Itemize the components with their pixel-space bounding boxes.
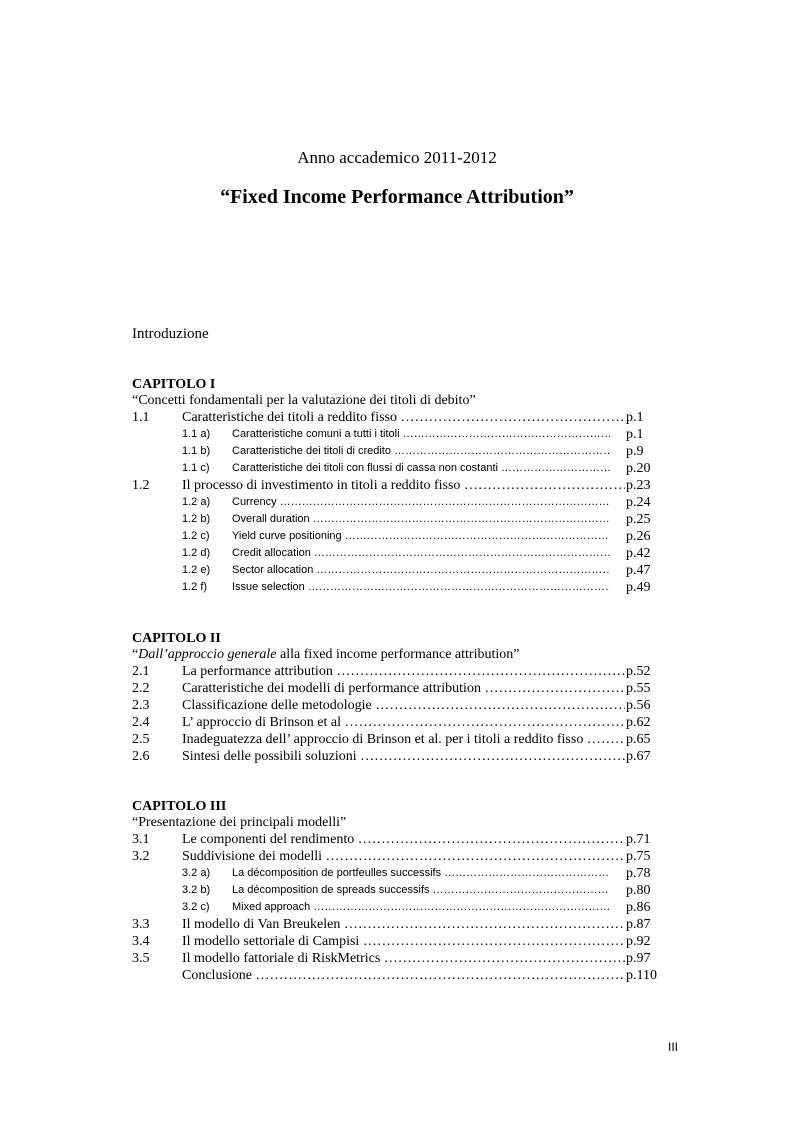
chapter-subtitle-text: “Concetti fondamentali per la valutazione dei titoli di debito” bbox=[132, 393, 476, 408]
chapter-subtitle bbox=[132, 814, 662, 831]
toc-entry bbox=[132, 916, 662, 933]
toc-entry-page: p.78 bbox=[626, 866, 651, 881]
toc-entry-title: Credit allocation ……………………………………………………………………………………………………………………………………………… bbox=[232, 545, 610, 562]
toc-entry-title: Currency ……………………………………………………………………………………………………………………………………………… bbox=[232, 494, 610, 511]
toc-entry-title: Caratteristiche dei titoli di credito ……………………………………………………………………………………………………………………………………………… bbox=[232, 443, 610, 460]
toc-entry bbox=[132, 426, 662, 443]
toc-entry bbox=[132, 477, 662, 494]
toc-entry bbox=[132, 899, 662, 916]
toc-entry bbox=[132, 460, 662, 477]
toc-entry-page: p.23 bbox=[626, 478, 651, 493]
toc-entry-number: 1.2 a) bbox=[182, 496, 211, 508]
toc-entry-title: Caratteristiche dei titoli a reddito fisso ……………………………………………………………………………………………………………………………………………… bbox=[182, 409, 625, 426]
toc-entry-title: Mixed approach ……………………………………………………………………………………………………………………………………………… bbox=[232, 899, 610, 916]
toc-entry-page: p.52 bbox=[626, 664, 651, 679]
chapter-subtitle-italic: Dall’approccio generale bbox=[138, 647, 277, 662]
toc-entry-title: Inadeguatezza dell’ approccio di Brinson et al. per i titoli a reddito fisso ……………………………………………………………………………………………………………………………………………… bbox=[182, 731, 625, 748]
toc-entry-title: Conclusione ……………………………………………………………………………………………………………………………………………… bbox=[182, 967, 625, 984]
toc-entry-title: Yield curve positioning ……………………………………………………………………………………………………………………………………………… bbox=[232, 528, 610, 545]
toc-entry-page: p.80 bbox=[626, 883, 651, 898]
chapter-heading: CAPITOLO III bbox=[132, 799, 227, 814]
toc-entry-number: 2.1 bbox=[132, 664, 150, 679]
toc-entry-number: 1.2 e) bbox=[182, 564, 211, 576]
toc-entry-number: 3.4 bbox=[132, 934, 150, 949]
toc-entry-number: 1.1 bbox=[132, 410, 150, 425]
toc-entry-number: 1.1 a) bbox=[182, 428, 211, 440]
toc-entry-number: 2.2 bbox=[132, 681, 150, 696]
toc-entry-title: Caratteristiche dei modelli di performance attribution ……………………………………………………………………………………………………………………………………………… bbox=[182, 680, 625, 697]
chapter-subtitle-rest: alla fixed income performance attribution” bbox=[276, 647, 520, 662]
toc-entry bbox=[132, 579, 662, 596]
toc-entry-number: 3.2 a) bbox=[182, 867, 211, 879]
chapter-subtitle bbox=[132, 392, 662, 409]
toc-entry-page: p.56 bbox=[626, 698, 651, 713]
toc-entry bbox=[132, 831, 662, 848]
chapter-heading: CAPITOLO I bbox=[132, 377, 216, 392]
toc-entry-number: 3.2 c) bbox=[182, 901, 210, 913]
toc-entry-number: 1.2 bbox=[132, 478, 150, 493]
toc-entry-title: L’ approccio di Brinson et al ……………………………………………………………………………………………………………………………………………… bbox=[182, 714, 625, 731]
toc-entry bbox=[132, 882, 662, 899]
toc-entry-number: 3.3 bbox=[132, 917, 150, 932]
toc-entry-number: 2.3 bbox=[132, 698, 150, 713]
toc-entry-page: p.49 bbox=[626, 580, 651, 595]
toc-entry-number: 1.2 c) bbox=[182, 530, 210, 542]
toc-entry-page: p.62 bbox=[626, 715, 651, 730]
toc-entry-page: p.1 bbox=[626, 410, 644, 425]
toc-entry-title: Issue selection ……………………………………………………………………………………………………………………………………………… bbox=[232, 579, 610, 596]
toc-entry-title: Il modello settoriale di Campisi ……………………………………………………………………………………………………………………………………………… bbox=[182, 933, 625, 950]
toc-entry-page: p.20 bbox=[626, 461, 651, 476]
toc-entry bbox=[132, 714, 662, 731]
toc-entry-title: La décomposition de portfeulles successifs ……………………………………………………………………………………………………………………………………………… bbox=[232, 865, 610, 882]
toc-entry-page: p.71 bbox=[626, 832, 651, 847]
toc-entry-number: 3.2 b) bbox=[182, 884, 211, 896]
toc-entry-page: p.55 bbox=[626, 681, 651, 696]
toc-entry-title: Suddivisione dei modelli ……………………………………………………………………………………………………………………………………………… bbox=[182, 848, 625, 865]
chapter-subtitle-text: “Presentazione dei principali modelli” bbox=[132, 815, 347, 830]
toc-entry bbox=[132, 443, 662, 460]
toc-entry-page: p.25 bbox=[626, 512, 651, 527]
toc-entry-number: 1.1 c) bbox=[182, 462, 210, 474]
toc-entry-number: 1.2 f) bbox=[182, 581, 208, 593]
toc-entry bbox=[132, 511, 662, 528]
toc-entry bbox=[132, 865, 662, 882]
toc-entry-page: p.75 bbox=[626, 849, 651, 864]
toc-entry-number: 2.6 bbox=[132, 749, 150, 764]
toc-entry-number: 1.2 b) bbox=[182, 513, 211, 525]
toc-entry-page: p.87 bbox=[626, 917, 651, 932]
toc-entry bbox=[132, 967, 662, 984]
toc-entry-title: Overall duration ……………………………………………………………………………………………………………………………………………… bbox=[232, 511, 610, 528]
chapter-subtitle-text: “ bbox=[132, 647, 139, 662]
toc-entry bbox=[132, 494, 662, 511]
toc-entry-title: Il modello fattoriale di RiskMetrics ……………………………………………………………………………………………………………………………………………… bbox=[182, 950, 625, 967]
toc-entry-title: Caratteristiche comuni a tutti i titoli ……………………………………………………………………………………………………………………………………………… bbox=[232, 426, 610, 443]
academic-year: Anno accademico 2011-2012 bbox=[297, 148, 497, 167]
thesis-title: “Fixed Income Performance Attribution” bbox=[220, 186, 574, 208]
toc-entry-title: Il modello di Van Breukelen ……………………………………………………………………………………………………………………………………………… bbox=[182, 916, 625, 933]
toc-entry bbox=[132, 950, 662, 967]
toc-entry-number: 1.1 b) bbox=[182, 445, 211, 457]
chapter-subtitle bbox=[132, 646, 662, 663]
toc-entry-number: 3.2 bbox=[132, 849, 150, 864]
toc-entry-number: 3.5 bbox=[132, 951, 150, 966]
chapter-3 bbox=[132, 799, 662, 984]
toc-entry bbox=[132, 748, 662, 765]
chapter-1 bbox=[132, 377, 662, 596]
toc-entry bbox=[132, 697, 662, 714]
toc-entry-page: p.47 bbox=[626, 563, 651, 578]
toc-entry-page: p.26 bbox=[626, 529, 651, 544]
toc-entry-page: p.67 bbox=[626, 749, 651, 764]
toc-entry bbox=[132, 680, 662, 697]
toc-entry-page: p.92 bbox=[626, 934, 651, 949]
toc-entry-page: p.24 bbox=[626, 495, 651, 510]
toc-entry-title: La performance attribution ……………………………………………………………………………………………………………………………………………… bbox=[182, 663, 625, 680]
toc-entry-number: 3.1 bbox=[132, 832, 150, 847]
toc-entry-title: La décomposition de spreads successifs ……………………………………………………………………………………………………………………………………………… bbox=[232, 882, 610, 899]
toc-entry-page: p.110 bbox=[626, 968, 657, 983]
toc-entry bbox=[132, 848, 662, 865]
toc-entry-title: Le componenti del rendimento ……………………………………………………………………………………………………………………………………………… bbox=[182, 831, 625, 848]
toc-entry-title: Classificazione delle metodologie ……………………………………………………………………………………………………………………………………………… bbox=[182, 697, 625, 714]
page-number: III bbox=[668, 1040, 679, 1054]
toc-entry-title: Sintesi delle possibili soluzioni ……………………………………………………………………………………………………………………………………………… bbox=[182, 748, 625, 765]
toc-entry-number: 2.5 bbox=[132, 732, 150, 747]
toc-entry bbox=[132, 933, 662, 950]
toc-entry bbox=[132, 545, 662, 562]
toc-entry-title: Caratteristiche dei titoli con flussi di cassa non costanti ……………………………………………………………………………………………………………………………………………… bbox=[232, 460, 610, 477]
toc-entry bbox=[132, 731, 662, 748]
chapter-heading: CAPITOLO II bbox=[132, 631, 221, 646]
toc-entry bbox=[132, 528, 662, 545]
toc-entry-number: 2.4 bbox=[132, 715, 150, 730]
toc-entry-page: p.9 bbox=[626, 444, 644, 459]
toc-entry-page: p.97 bbox=[626, 951, 651, 966]
toc-entry-page: p.65 bbox=[626, 732, 651, 747]
toc-entry-number: 1.2 d) bbox=[182, 547, 211, 559]
chapter-2 bbox=[132, 631, 662, 765]
toc-entry-title: Il processo di investimento in titoli a reddito fisso ……………………………………………………………………………………………………………………………………………… bbox=[182, 477, 625, 494]
toc-entry bbox=[132, 663, 662, 680]
toc-entry-title: Sector allocation ……………………………………………………………………………………………………………………………………………… bbox=[232, 562, 610, 579]
toc-entry-page: p.86 bbox=[626, 900, 651, 915]
toc-entry-page: p.42 bbox=[626, 546, 651, 561]
toc-introduction: Introduzione bbox=[132, 326, 209, 342]
toc-entry bbox=[132, 562, 662, 579]
toc-entry bbox=[132, 409, 662, 426]
toc-entry-page: p.1 bbox=[626, 427, 644, 442]
